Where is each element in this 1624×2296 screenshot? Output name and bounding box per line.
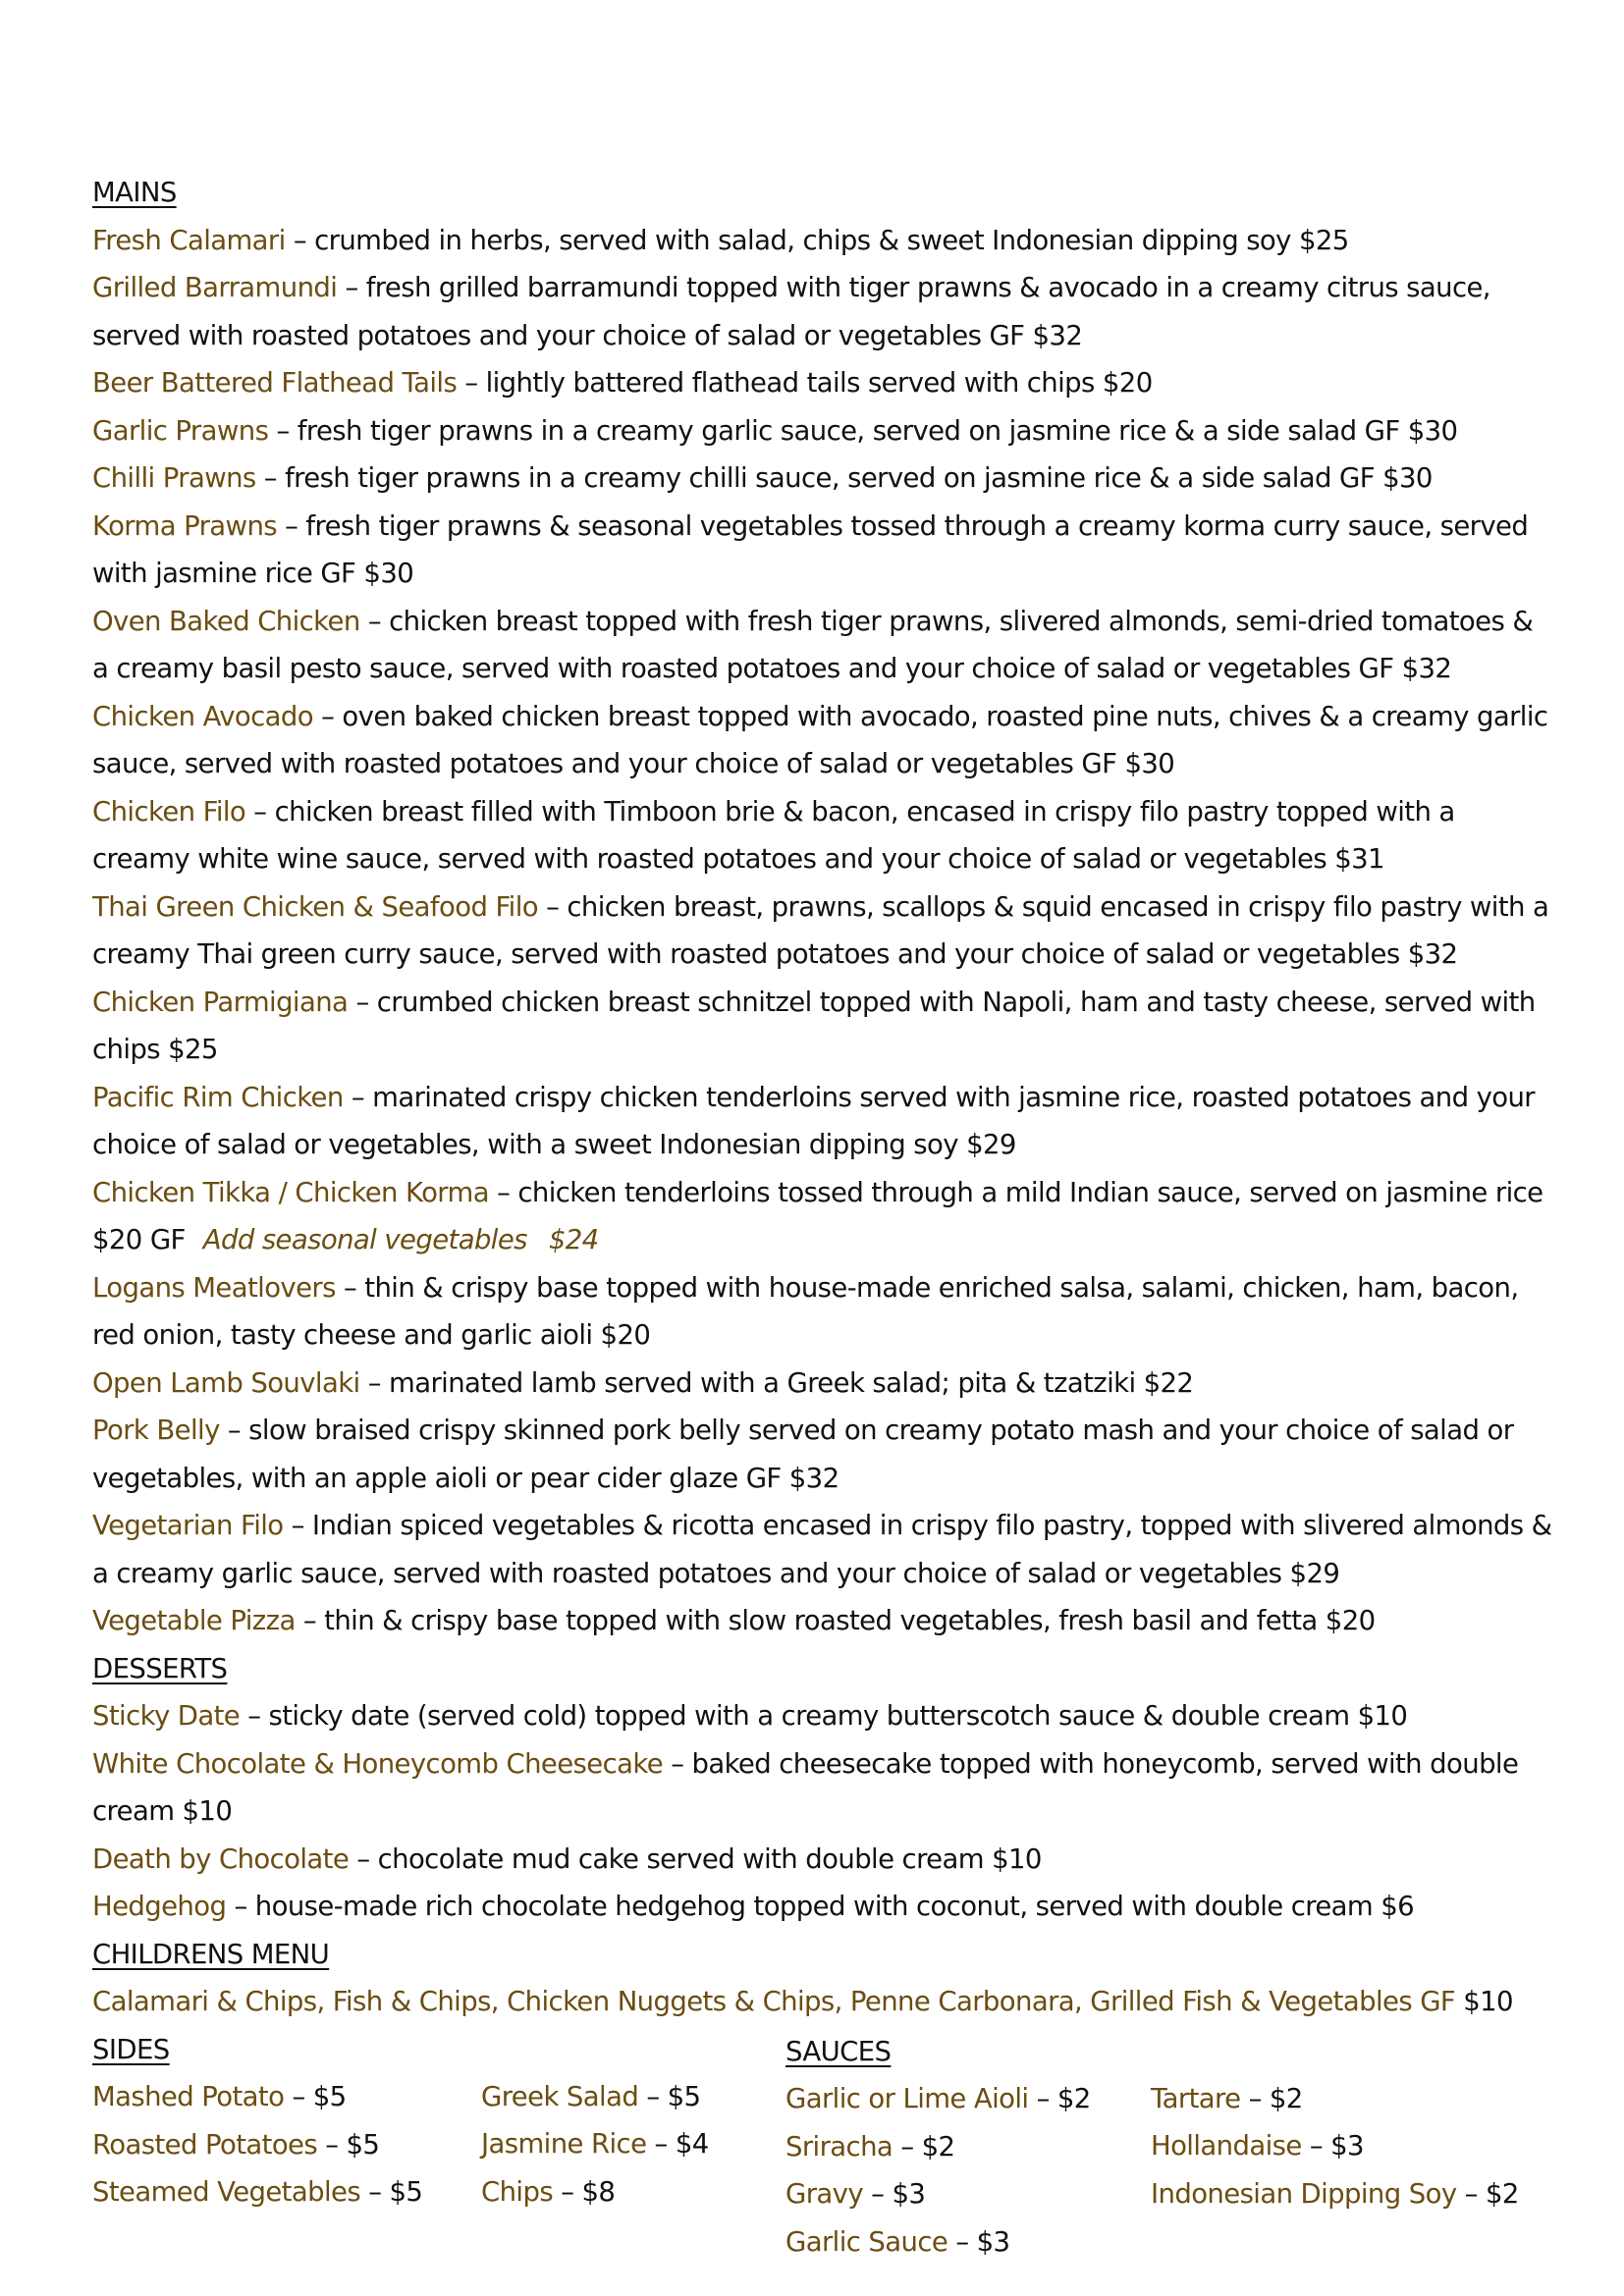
item-name: Tartare: [1151, 2082, 1241, 2114]
sauces-column-1: [785, 2028, 1091, 2267]
sauce-item: [1151, 2075, 1519, 2123]
sauce-item: [785, 2170, 1091, 2218]
menu-item: [92, 1264, 1555, 1360]
menu-page: [92, 169, 1555, 2271]
sauce-item: [1151, 2122, 1519, 2170]
desserts-heading: DESSERTS: [92, 1652, 228, 1684]
item-name: Fresh Calamari: [92, 224, 286, 256]
item-name: Hollandaise: [1151, 2130, 1302, 2162]
menu-item: [92, 598, 1555, 693]
item-desc: – baked cheesecake topped with honeycomb, served with double cream $10: [92, 1747, 1519, 1827]
item-desc: – fresh tiger prawns in a creamy garlic sauce, served on jasmine rice & a side salad GF $30: [268, 414, 1458, 447]
item-name: Chicken Parmigiana: [92, 986, 349, 1018]
item-desc: – sticky date (served cold) topped with a creamy butterscotch sauce & double cream $10: [240, 1700, 1408, 1732]
item-desc: – house-made rich chocolate hedgehog topped with coconut, served with double cream $6: [226, 1891, 1415, 1922]
item-price: – $2: [1456, 2177, 1519, 2210]
item-name: Garlic Sauce: [785, 2225, 948, 2258]
item-desc: – chicken tenderloins tossed through a mild Indian sauce, served on jasmine rice $20 GF: [92, 1176, 1543, 1255]
childrens-heading: CHILDRENS MENU: [92, 1938, 330, 1970]
sauces-column-2: [1151, 2075, 1519, 2218]
item-name: Chicken Filo: [92, 795, 246, 828]
sauces-heading: SAUCES: [785, 2035, 892, 2067]
item-desc: – Indian spiced vegetables & ricotta encased in crispy filo pastry, topped with slivered almonds & a creamy garlic sauce, served with roasted potatoes and your choice of salad or vegetables $29: [92, 1510, 1552, 1589]
sides-sauces-section: [92, 2026, 1555, 2271]
sauce-item: [785, 2123, 1091, 2171]
menu-item: [92, 693, 1555, 788]
item-name: Sriracha: [785, 2130, 893, 2163]
menu-item: [92, 1407, 1555, 1502]
item-price: – $5: [360, 2176, 423, 2208]
item-desc: – marinated lamb served with a Greek salad; pita & tzatziki $22: [359, 1366, 1194, 1399]
item-price: – $5: [638, 2080, 701, 2112]
item-name: Greek Salad: [481, 2080, 639, 2112]
sauce-item: [1151, 2170, 1519, 2218]
item-name: Chicken Avocado: [92, 700, 313, 732]
menu-item: [92, 359, 1555, 407]
menu-item: [92, 264, 1555, 359]
menu-item: [92, 1360, 1555, 1408]
item-price: – $5: [284, 2081, 347, 2112]
item-name: Indonesian Dipping Soy: [1151, 2177, 1457, 2210]
item-desc: – chicken breast filled with Timboon brie & bacon, encased in crispy filo pastry topped with a creamy white wine sauce, served with roasted potatoes and your choice of salad or vegetables $31: [92, 795, 1455, 875]
item-name: Garlic Prawns: [92, 414, 269, 447]
side-item: [92, 2073, 422, 2121]
dessert-item: [92, 1692, 1555, 1740]
side-item: [481, 2120, 709, 2168]
childrens-list: Calamari & Chips, Fish & Chips, Chicken Nuggets & Chips, Penne Carbonara, Grilled Fish & Vegetables GF: [92, 1986, 1456, 2017]
sauce-item: [785, 2218, 1091, 2267]
item-price: – $3: [863, 2178, 926, 2210]
menu-item: [92, 407, 1555, 455]
item-desc: – chocolate mud cake served with double cream $10: [349, 1842, 1042, 1875]
item-name: Chips: [481, 2175, 554, 2208]
item-price: – $8: [553, 2175, 616, 2208]
item-desc: – lightly battered flathead tails served with chips $20: [457, 367, 1153, 399]
menu-item: [92, 1502, 1555, 1597]
menu-item: [92, 883, 1555, 979]
item-name: Korma Prawns: [92, 509, 277, 542]
desserts-list: [92, 1692, 1555, 1931]
item-name: Vegetarian Filo: [92, 1510, 284, 1541]
item-name: Grilled Barramundi: [92, 272, 338, 303]
item-name: Logans Meatlovers: [92, 1271, 336, 1304]
item-desc: – fresh tiger prawns & seasonal vegetables tossed through a creamy korma curry sauce, served with jasmine rice GF $30: [92, 509, 1529, 589]
item-desc: – marinated crispy chicken tenderloins served with jasmine rice, roasted potatoes and your choice of salad or vegetables, with a sweet Indonesian dipping soy $29: [92, 1081, 1536, 1160]
item-name: Chicken Tikka / Chicken Korma: [92, 1176, 489, 1208]
item-desc: – chicken breast, prawns, scallops & squid encased in crispy filo pastry with a creamy Thai green curry sauce, served with roasted potatoes and your choice of salad or vegetables $32: [92, 890, 1549, 970]
item-addon-price: $24: [548, 1224, 599, 1255]
item-name: Chilli Prawns: [92, 462, 256, 494]
item-name: Garlic or Lime Aioli: [785, 2083, 1029, 2114]
mains-list: [92, 217, 1555, 1169]
side-item: [481, 2073, 709, 2121]
item-name: Sticky Date: [92, 1700, 241, 1732]
childrens-price: $10: [1455, 1986, 1513, 2017]
item-name: Vegetable Pizza: [92, 1605, 296, 1636]
menu-item: [92, 217, 1555, 265]
side-item: [92, 2168, 422, 2216]
menu-item: [92, 788, 1555, 883]
item-name: Thai Green Chicken & Seafood Filo: [92, 890, 538, 923]
menu-item: [92, 1597, 1555, 1645]
item-name: Jasmine Rice: [481, 2128, 647, 2160]
side-item: [481, 2168, 709, 2216]
item-name: Beer Battered Flathead Tails: [92, 367, 458, 399]
item-name: Gravy: [785, 2178, 864, 2210]
childrens-items: [92, 1978, 1555, 2026]
menu-item: [92, 979, 1555, 1074]
item-price: – $2: [1028, 2083, 1091, 2114]
item-price: – $3: [1301, 2130, 1364, 2162]
item-desc: – fresh tiger prawns in a creamy chilli sauce, served on jasmine rice & a side salad GF $30: [255, 462, 1433, 494]
item-desc: – thin & crispy base topped with slow roasted vegetables, fresh basil and fetta $20: [295, 1605, 1376, 1636]
menu-item: [92, 454, 1555, 503]
item-price: – $2: [1240, 2082, 1303, 2114]
item-name: White Chocolate & Honeycomb Cheesecake: [92, 1747, 664, 1780]
item-addon: Add seasonal vegetables: [202, 1224, 527, 1255]
item-desc: – fresh grilled barramundi topped with tiger prawns & avocado in a creamy citrus sauce, served with roasted potatoes and your choice of salad or vegetables GF $32: [92, 272, 1490, 351]
item-name: Death by Chocolate: [92, 1842, 350, 1875]
sauce-item: [785, 2075, 1091, 2123]
menu-item: [92, 1074, 1555, 1169]
item-name: Pacific Rim Chicken: [92, 1081, 344, 1113]
item-price: – $5: [317, 2128, 380, 2161]
item-name: Pork Belly: [92, 1415, 220, 1446]
item-name: Roasted Potatoes: [92, 2128, 318, 2161]
item-name: Mashed Potato: [92, 2081, 285, 2112]
item-desc: – thin & crispy base topped with house-made enriched salsa, salami, chicken, ham, bacon, red onion, tasty cheese and garlic aioli $20: [92, 1271, 1519, 1351]
mains-heading: MAINS: [92, 177, 177, 208]
item-name: Hedgehog: [92, 1891, 227, 1922]
item-price: – $3: [947, 2225, 1010, 2258]
menu-item: [92, 503, 1555, 598]
dessert-item: [92, 1740, 1555, 1836]
item-name: Oven Baked Chicken: [92, 605, 360, 637]
item-desc: – crumbed in herbs, served with salad, chips & sweet Indonesian dipping soy $25: [285, 224, 1349, 256]
item-desc: – slow braised crispy skinned pork belly served on creamy potato mash and your choice of salad or vegetables, with an apple aioli or pear cider glaze GF $32: [92, 1415, 1514, 1494]
item-price: – $2: [893, 2130, 955, 2163]
sides-column-1: [92, 2026, 422, 2216]
item-desc: – oven baked chicken breast topped with avocado, roasted pine nuts, chives & a creamy garlic sauce, served with roasted potatoes and your choice of salad or vegetables GF $30: [92, 700, 1548, 779]
item-price: – $4: [646, 2128, 709, 2160]
item-desc: – crumbed chicken breast schnitzel topped with Napoli, ham and tasty cheese, served with chips $25: [92, 986, 1536, 1065]
item-desc: – chicken breast topped with fresh tiger prawns, slivered almonds, semi-dried tomatoes & a creamy basil pesto sauce, served with roasted potatoes and your choice of salad or vegetables GF $32: [92, 605, 1534, 684]
sides-heading: SIDES: [92, 2033, 170, 2065]
side-item: [92, 2121, 422, 2169]
item-name: Steamed Vegetables: [92, 2176, 361, 2208]
menu-item-chicken-tikka: [92, 1169, 1555, 1264]
mains-list-2: [92, 1264, 1555, 1645]
dessert-item: [92, 1836, 1555, 1884]
sides-column-2: [481, 2073, 709, 2216]
dessert-item: [92, 1883, 1555, 1931]
item-name: Open Lamb Souvlaki: [92, 1366, 360, 1399]
